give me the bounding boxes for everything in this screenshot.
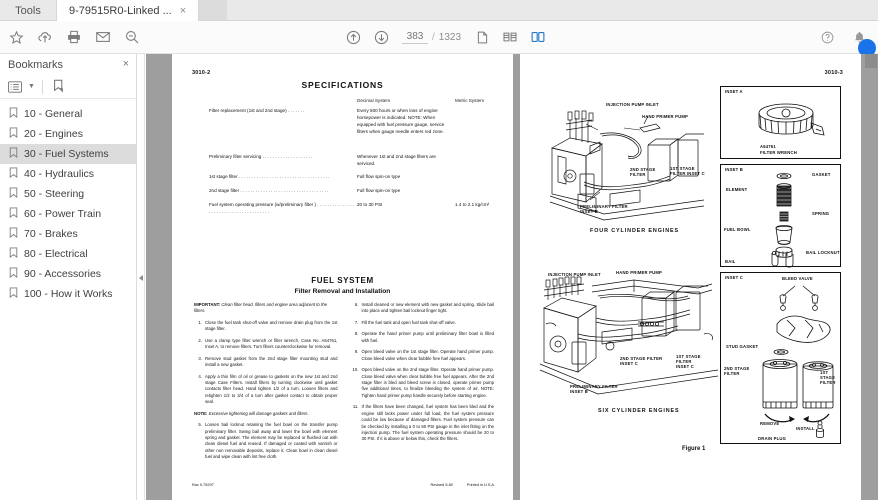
- new-bookmark-icon[interactable]: [50, 77, 69, 96]
- page-number-input[interactable]: [402, 31, 428, 44]
- single-page-view-icon[interactable]: [469, 24, 495, 50]
- page-separator: /: [432, 31, 435, 43]
- bookmark-item[interactable]: [0, 204, 136, 224]
- important-note: [194, 302, 338, 315]
- sidebar-toolbar: [0, 75, 136, 99]
- tab-strip: [0, 0, 878, 21]
- step-text: Fill the fuel tank and open fuel tank shut-off valve.: [361, 319, 457, 325]
- step-text: Close the fuel tank shut-off valve and remove drain plug from the 1st stage filter.: [205, 319, 338, 332]
- page-folio-right: 3010-3: [824, 70, 843, 76]
- spec-value: Full flow spin-on type: [357, 174, 401, 179]
- inset-b-label-bail-locknut: BAIL LOCKNUT: [806, 250, 840, 255]
- page-number-indicator: [402, 31, 461, 44]
- tab-tools-label: Tools: [15, 4, 41, 17]
- next-page-button[interactable]: [368, 24, 394, 50]
- spec-label: 1st stage filter . . . . . . . . . . . . . . . . . . . . . . . . . . . . . . . . . . . .: [209, 174, 330, 179]
- page-folio-left: 3010-2: [192, 70, 211, 76]
- spec-row: [209, 153, 499, 167]
- tab-tools[interactable]: [0, 0, 56, 21]
- bookmark-item[interactable]: [0, 144, 136, 164]
- tightening-note: [194, 411, 338, 417]
- note-text: Excessive tightening will damage gaskets and filters.: [208, 410, 309, 416]
- spec-label: Fuel system operating pressure (w/preliminary filter ) . . . . . . . . . . . . . . . . . . . . . . . . . . . . . . . . . . . . . . . .: [209, 202, 357, 215]
- help-icon[interactable]: [814, 24, 840, 50]
- sidebar-header: [0, 54, 136, 75]
- bookmark-flag-icon: [9, 107, 18, 121]
- scrollbar-thumb[interactable]: [865, 54, 877, 68]
- bookmark-item[interactable]: [0, 104, 136, 124]
- bookmark-item-label: 10 - General: [24, 108, 83, 120]
- inset-b-label-spring: SPRING: [812, 211, 830, 216]
- bail-drawing: [766, 251, 800, 269]
- bookmark-item[interactable]: [0, 124, 136, 144]
- spec-header-metric: Metric System: [455, 98, 485, 103]
- fuel-system-subheading: Filter Removal and Installation: [294, 288, 391, 295]
- step-text: Use a clamp type filter wrench or filter wrench, Case No. A64761, Inset A, to remove filters. Turn filters counterclockwise for removal.: [205, 337, 338, 350]
- inset-c-label-install: INSTALL: [796, 426, 815, 431]
- chevron-down-icon[interactable]: ▼: [28, 83, 35, 90]
- inset-a-title: INSET A: [725, 89, 743, 94]
- filter-service-drawing: [725, 280, 838, 440]
- step-text: Operate the hand primer pump until preliminary filter bowl is filled with fuel.: [361, 331, 494, 343]
- sidebar-collapse-handle[interactable]: [137, 54, 145, 500]
- bookmark-item[interactable]: [0, 224, 136, 244]
- caption-four-cylinder-engines: FOUR CYLINDER ENGINES: [590, 228, 679, 234]
- specifications-table: [209, 98, 499, 221]
- step-text: Open bleed valve on the 1st stage filter. Operate hand primer pump. Close bleed valve when clear bubble free fuel appears.: [361, 349, 494, 361]
- step-number: 2.: [198, 337, 202, 343]
- inset-b-label-element: ELEMENT: [726, 187, 748, 192]
- email-icon[interactable]: [90, 24, 116, 50]
- label-injection-pump-inlet-6cyl: INJECTION PUMP INLET: [548, 272, 601, 277]
- bookmark-flag-icon: [9, 267, 18, 281]
- inset-c-title: INSET C: [725, 275, 743, 280]
- step-number: 7.: [354, 319, 359, 325]
- scrolling-view-icon[interactable]: [497, 24, 523, 50]
- label-hand-primer-pump-6cyl: HAND PRIMER PUMP: [616, 270, 663, 275]
- inset-a-part-number: A64761: [760, 144, 776, 149]
- note-label: NOTE:: [194, 410, 208, 416]
- spec-metric: 1.4 to 2.1 kg/cm²: [455, 202, 490, 207]
- bookmark-item-label: 30 - Fuel Systems: [24, 148, 109, 160]
- toolbar-left-group: [0, 24, 145, 50]
- sidebar-title: Bookmarks: [8, 58, 64, 71]
- instruction-step: [194, 320, 338, 333]
- step-number: 6.: [354, 302, 359, 307]
- filter-wrench-drawing: [752, 99, 828, 141]
- inset-b-title: INSET B: [725, 167, 743, 172]
- bookmark-flag-icon: [9, 227, 18, 241]
- close-icon[interactable]: ×: [122, 58, 129, 70]
- bookmark-item-label: 50 - Steering: [24, 188, 85, 200]
- inset-c-label-remove: REMOVE: [760, 421, 780, 426]
- instruction-step: [351, 320, 495, 326]
- six-cylinder-engine-diagram: [538, 262, 718, 402]
- bookmark-item-label: 70 - Brakes: [24, 228, 78, 240]
- step-number: 4.: [198, 373, 202, 379]
- step-text: Install cleaned or new element with new gasket and spring. Slide bail into place and tighten bail locknut finger tight.: [361, 302, 494, 314]
- important-text: Clean filter head, filters and engine area adjacent to the filters.: [194, 302, 327, 314]
- inset-c-label-1st-stage-filter: 1ST STAGE FILTER: [820, 370, 836, 385]
- bookmark-flag-icon: [9, 187, 18, 201]
- print-icon[interactable]: [61, 24, 87, 50]
- inset-c-label-bleed-valve: BLEED VALVE: [782, 276, 813, 281]
- spec-label: Filter replacement (1st and 2nd stage) . . . . . . .: [209, 108, 305, 113]
- main-toolbar: [0, 21, 878, 54]
- step-text: If the filters have been changed, fuel system has been bled and the engine still lacks power under full load, the fuel system pressure could be low because of damaged filters. Fuel system pressure can be checked by installing a 0 to 50 PSI gauge in the inlet fitting on the injection pump. The fuel system operating pressure should be 20 to 30 PSI. If it is above or below this, check the filters.: [361, 404, 494, 442]
- spec-label: 2nd stage filter . . . . . . . . . . . . . . . . . . . . . . . . . . . . . . . . . . .: [209, 188, 329, 193]
- bookmark-item-label: 20 - Engines: [24, 128, 83, 140]
- two-page-view-icon[interactable]: [525, 24, 551, 50]
- spec-label: Preliminary filter servicing . . . . . . . . . . . . . . . . . . . .: [209, 154, 313, 159]
- fuel-system-heading-block: [172, 276, 513, 295]
- footer-revised: Revised 5-80: [430, 483, 453, 487]
- bookmark-star-icon[interactable]: [3, 24, 29, 50]
- inset-c-label-drain-plug: DRAIN PLUG: [758, 436, 787, 441]
- figure-label: Figure 1: [682, 446, 706, 452]
- tab-close-icon[interactable]: ×: [179, 4, 187, 17]
- bookmark-flag-icon: [9, 287, 18, 301]
- footer-doc-number: Rac 9-75297: [192, 483, 214, 487]
- toolbar-page-navigation: [340, 24, 551, 50]
- spec-row: [209, 107, 499, 147]
- step-number: 8.: [354, 331, 359, 337]
- bookmark-list: [0, 99, 136, 304]
- step-number: 5.: [198, 422, 202, 428]
- spec-row: [209, 187, 499, 195]
- bookmark-options-icon[interactable]: [5, 77, 24, 96]
- inset-b-label-fuel-bowl: FUEL BOWL: [724, 227, 751, 232]
- fuel-system-heading: FUEL SYSTEM: [311, 276, 374, 285]
- document-page-left: [172, 54, 513, 500]
- instruction-column-right: [351, 302, 495, 466]
- bookmark-item-label: 40 - Hydraulics: [24, 168, 95, 180]
- spec-row: [209, 201, 499, 215]
- inset-c-label-2nd-stage-filter: 2ND STAGE FILTER: [724, 366, 750, 376]
- caption-six-cylinder-engines: SIX CYLINDER ENGINES: [598, 408, 680, 414]
- spec-header-decimal: Decimal System: [357, 98, 391, 103]
- bookmark-flag-icon: [9, 127, 18, 141]
- tab-document[interactable]: [56, 0, 199, 21]
- label-preliminary-filter-4cyl: PRELIMINARY FILTER INSET B: [580, 204, 628, 214]
- page-total-label: 1323: [438, 31, 462, 43]
- instruction-column-left: [194, 302, 338, 466]
- document-page-right: [520, 54, 861, 500]
- footer-printed: Printed in U.S.A.: [466, 483, 495, 487]
- document-scrollbar[interactable]: [864, 54, 878, 500]
- step-number: 9.: [354, 349, 359, 355]
- previous-page-button[interactable]: [340, 24, 366, 50]
- bookmark-item[interactable]: [0, 264, 136, 284]
- bookmark-item[interactable]: [0, 184, 136, 204]
- spec-row: [209, 173, 499, 181]
- bookmark-item-label: 90 - Accessories: [24, 268, 102, 280]
- step-number: 10.: [352, 367, 359, 373]
- label-1st-stage-filter-4cyl: 1ST STAGE FILTER INSET C: [670, 166, 705, 176]
- instruction-step: [194, 422, 338, 461]
- important-label: IMPORTANT:: [194, 302, 221, 307]
- bookmark-flag-icon: [9, 247, 18, 261]
- step-number: 11.: [352, 404, 359, 410]
- inset-a-part-name: FILTER WRENCH: [760, 150, 797, 155]
- label-2nd-stage-filter-6cyl: 2ND STAGE FILTER INSET C: [620, 356, 663, 366]
- tab-document-label: 9-79515R0-Linked ...: [69, 4, 172, 17]
- step-text: Apply a thin film of oil or grease to gaskets on the new 1st and 2nd stage Case Filters. Install filters by turning clockwise until gasket contacts filter head. Hand tighten 1/2 of a turn. Loosen filters and retighten 1/2 to 3/4 of a turn after gasket contact to obtain proper seal.: [205, 373, 338, 405]
- preliminary-filter-exploded-drawing: [760, 170, 808, 264]
- instruction-step: [351, 404, 495, 443]
- label-2nd-stage-filter-4cyl: 2ND STAGE FILTER: [630, 167, 656, 177]
- label-injection-pump-inlet-4cyl: INJECTION PUMP INLET: [606, 102, 659, 107]
- bookmark-item[interactable]: [0, 284, 136, 304]
- label-preliminary-filter-6cyl: PRELIMINARY FILTER INSET B: [570, 384, 618, 394]
- document-viewport[interactable]: [146, 54, 878, 500]
- step-number: 3.: [198, 355, 202, 361]
- bookmark-item[interactable]: [0, 164, 136, 184]
- bookmark-flag-icon: [9, 207, 18, 221]
- instruction-step: [351, 331, 495, 344]
- spec-value: Every 500 hours or when loss of engine horsepower is indicated. NOTE: When equipped with fuel pressure gauge, service filters when gauge needle enters red zone.: [357, 108, 445, 135]
- chevron-left-icon: [139, 275, 143, 281]
- step-number: 1.: [198, 319, 202, 325]
- cloud-upload-icon[interactable]: [32, 24, 58, 50]
- toolbar-divider: [42, 80, 43, 94]
- spec-value: Full flow spin-on type: [357, 188, 401, 193]
- instruction-step: [351, 349, 495, 362]
- bookmark-flag-icon: [9, 147, 18, 161]
- instruction-step: [194, 338, 338, 351]
- label-hand-primer-pump-4cyl: HAND PRIMER PUMP: [642, 114, 689, 119]
- step-text: Loosen bail locknut retaining the fuel bowl on the transfer pump preliminary filter. Swing bail away and lower the bowl with element spring and gasket. The element may be replaced or flushed out with clean diesel fuel and reused. If damaged or coated with varnish or other non removable deposits, replace it. Clean bowl in clean diesel fuel and wipe clean with lint free cloth.: [205, 422, 338, 460]
- instruction-step: [351, 302, 495, 315]
- bookmark-item[interactable]: [0, 244, 136, 264]
- instruction-columns: [194, 302, 494, 466]
- instruction-step: [194, 356, 338, 369]
- inset-b-label-gasket: GASKET: [812, 172, 831, 177]
- bookmark-item-label: 100 - How it Works: [24, 288, 113, 300]
- bookmark-item-label: 80 - Electrical: [24, 248, 88, 260]
- bookmark-flag-icon: [9, 167, 18, 181]
- tab-strip-filler: [199, 0, 227, 20]
- instruction-step: [351, 367, 495, 399]
- bookmarks-sidebar: [0, 54, 137, 500]
- spec-value: 20 to 30 PSI: [357, 202, 383, 207]
- specifications-heading: SPECIFICATIONS: [301, 80, 384, 90]
- label-1st-stage-filter-6cyl: 1ST STAGE FILTER INSET C: [676, 354, 701, 369]
- page-footer-left: [192, 483, 495, 487]
- collapse-grip[interactable]: [138, 272, 144, 284]
- step-text: Open bleed valve on the 2nd stage filter. Operate hand primer pump. Close bleed valve when clear bubble free fuel appears. After the 2nd stage filter is bled and bleed screw is closed, operate primer pump five additional times, to finalize bleeding the system of air. NOTE: Tighten hand primer pump handle securely before starting engine.: [361, 367, 494, 398]
- inset-c-label-stud-gasket: STUD GASKET: [726, 344, 759, 349]
- bookmark-item-label: 60 - Power Train: [24, 208, 102, 220]
- spec-value: Whenever 1st and 2nd stage filters are serviced.: [357, 154, 436, 167]
- inset-b-label-bail: BAIL: [725, 259, 736, 264]
- search-icon[interactable]: [119, 24, 145, 50]
- step-text: Remove stud gasket from the 2nd stage filter mounting stud and install a new gasket.: [205, 355, 338, 368]
- instruction-step: [194, 374, 338, 406]
